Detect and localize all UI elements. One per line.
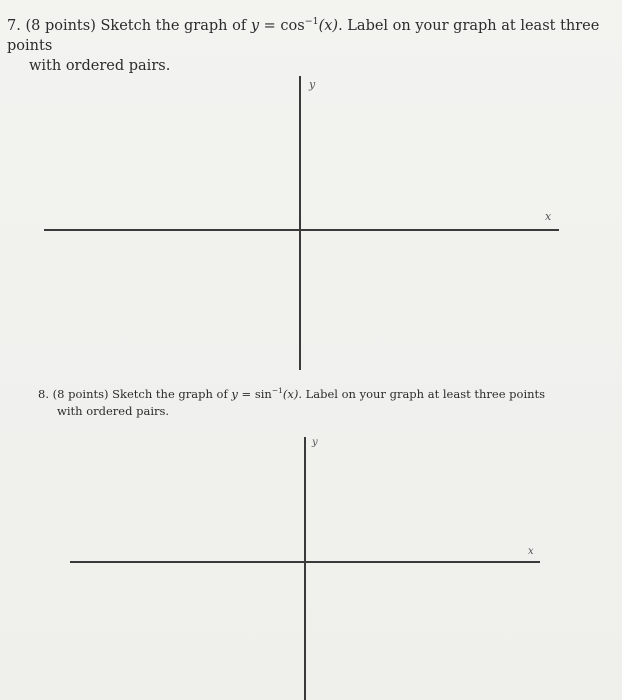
problem-8-y-axis — [304, 437, 306, 700]
problem-8-y-axis-label: y — [312, 437, 318, 448]
problem-8-points: (8 points) — [52, 387, 109, 401]
problem-7-instruction: Sketch the graph of — [95, 18, 251, 34]
problem-8-x-axis-label: x — [528, 546, 534, 557]
problem-8-instruction-end: . Label on your graph at least three points — [298, 387, 546, 401]
problem-7-x-axis — [44, 229, 559, 231]
problem-7-instruction-end: . Label on your graph at least three points — [7, 18, 600, 54]
problem-8-number: 8. — [38, 387, 49, 401]
problem-8-instruction: Sketch the graph of — [108, 387, 232, 401]
problem-7-y-axis — [299, 76, 301, 370]
problem-7-text — [7, 16, 612, 76]
problem-8-eq-lhs: y — [231, 387, 238, 401]
problem-8-eq-arg: (x) — [282, 387, 299, 401]
problem-8-eq-func: = sin — [237, 387, 272, 401]
problem-7-points: (8 points) — [25, 18, 96, 34]
problem-8-text — [38, 386, 598, 420]
problem-7-x-axis-label: x — [545, 210, 552, 223]
problem-8-line2: with ordered pairs. — [57, 404, 170, 418]
problem-7-number: 7. — [7, 18, 21, 34]
problem-7-line2: with ordered pairs. — [29, 58, 171, 74]
problem-7-eq-lhs: y — [250, 18, 260, 34]
problem-7-eq-arg: (x) — [318, 18, 339, 34]
problem-8-x-axis — [70, 561, 540, 563]
problem-8-eq-sup: −1 — [271, 386, 283, 396]
problem-7-eq-sup: −1 — [304, 16, 319, 28]
problem-7-y-axis-label: y — [309, 78, 316, 91]
problem-7-eq-func: = cos — [259, 18, 305, 34]
